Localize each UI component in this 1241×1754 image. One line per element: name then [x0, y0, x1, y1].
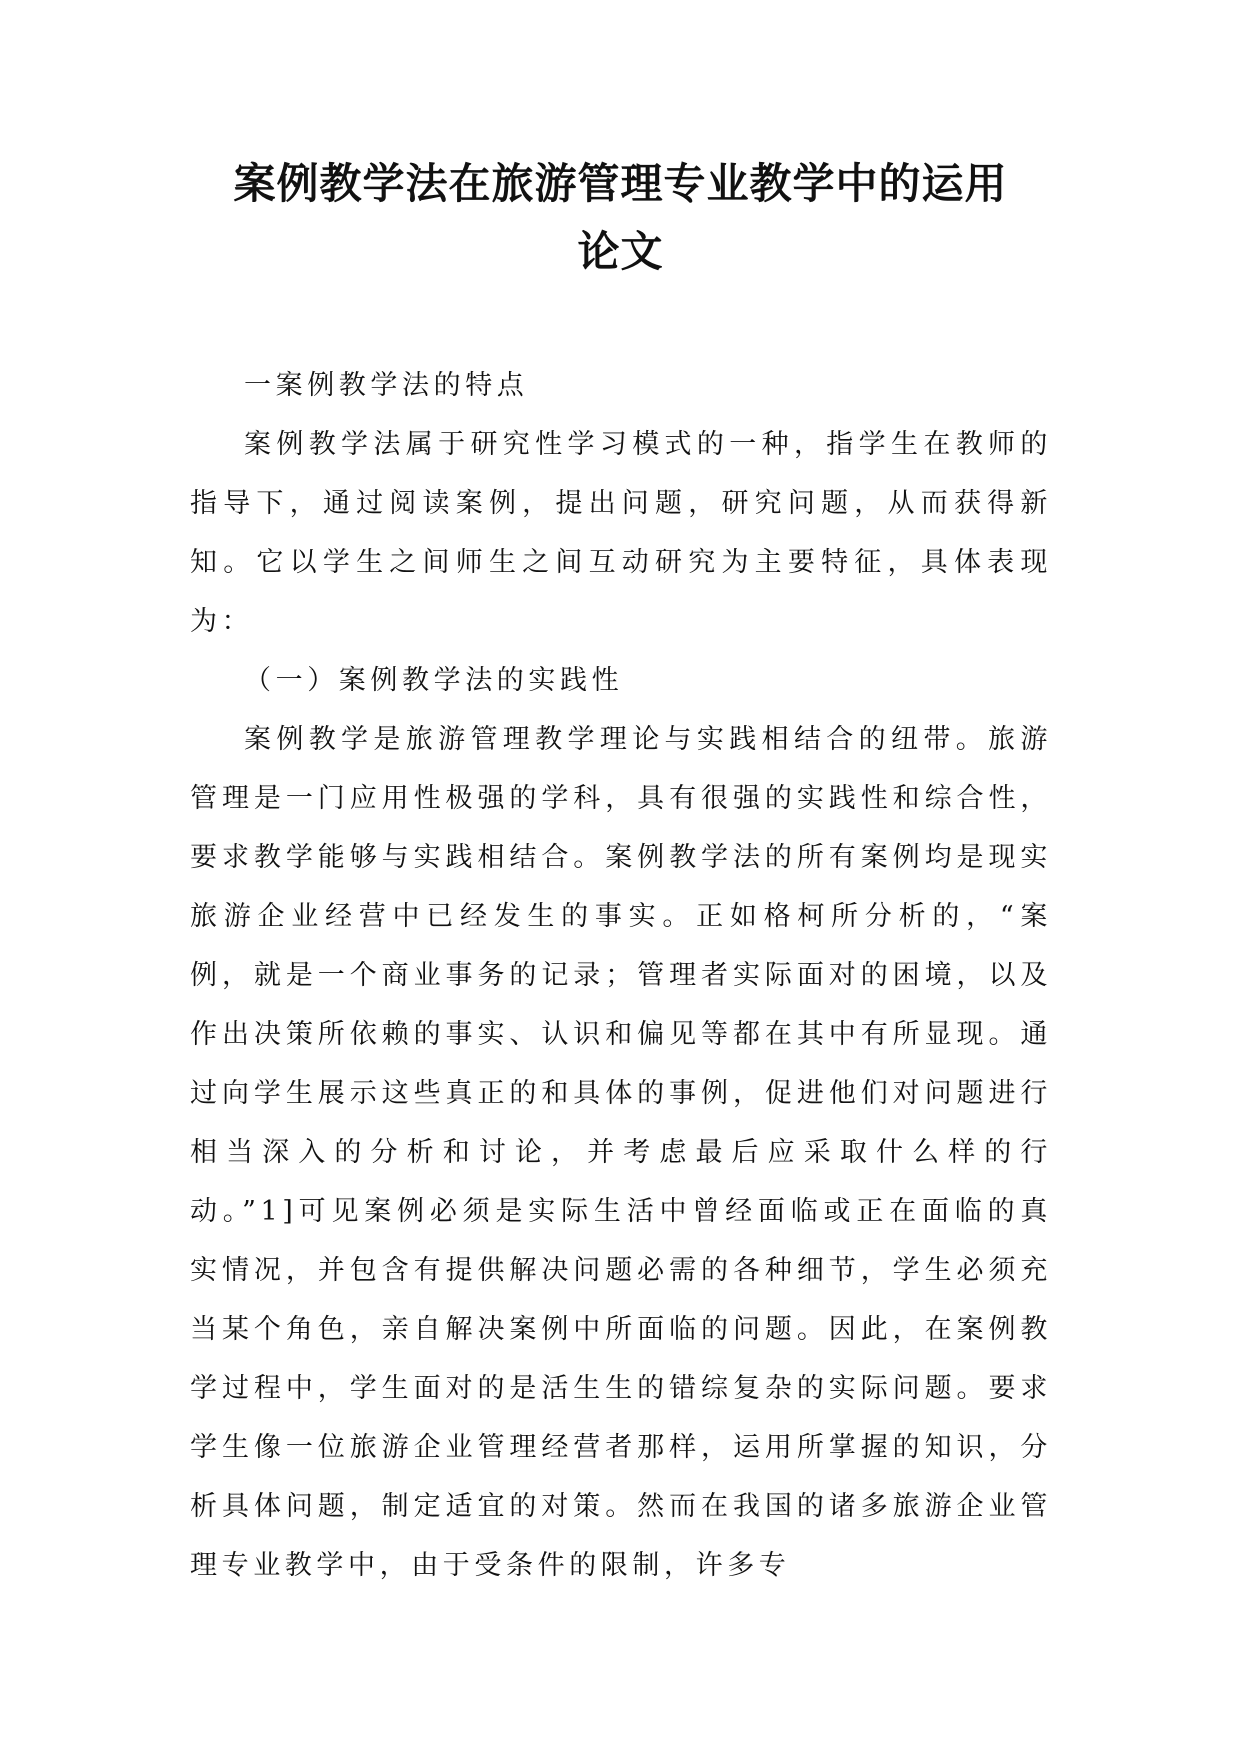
document-title [150, 150, 1091, 286]
paragraph-practice: 案例教学是旅游管理教学理论与实践相结合的纽带。旅游管理是一门应用性极强的学科，具有很强的实践性和综合性，要求教学能够与实践相结合。案例教学法的所有案例均是现实旅游企业经营中已经发生的事实。正如格柯所分析的，“案例，就是一个商业事务的记录；管理者实际面对的困境，以及作出决策所依赖的事实、认识和偏见等都在其中有所显现。通过向学生展示这些真正的和具体的事例，促进他们对问题进行相当深入的分析和讨论，并考虑最后应采取什么样的行动。”1]可见案例必须是实际生活中曾经面临或正在面临的真实情况，并包含有提供解决问题必需的各种细节，学生必须充当某个角色，亲自解决案例中所面临的问题。因此，在案例教学过程中，学生面对的是活生生的错综复杂的实际问题。要求学生像一位旅游企业管理经营者那样，运用所掌握的知识，分析具体问题，制定适宜的对策。然而在我国的诸多旅游企业管理专业教学中，由于受条件的限制，许多专 [190, 724, 1052, 1581]
title-line-1: 案例教学法在旅游管理专业教学中的运用 [233, 159, 1008, 208]
document-body [190, 356, 1052, 1595]
section-heading: 一案例教学法的特点 [244, 370, 529, 401]
subsection-heading: （一）案例教学法的实践性 [244, 665, 624, 696]
title-line-2: 论文 [577, 227, 664, 276]
paragraph-intro: 案例教学法属于研究性学习模式的一种，指学生在教师的指导下，通过阅读案例，提出问题，研究问题，从而获得新知。它以学生之间师生之间互动研究为主要特征，具体表现为： [190, 429, 1052, 637]
